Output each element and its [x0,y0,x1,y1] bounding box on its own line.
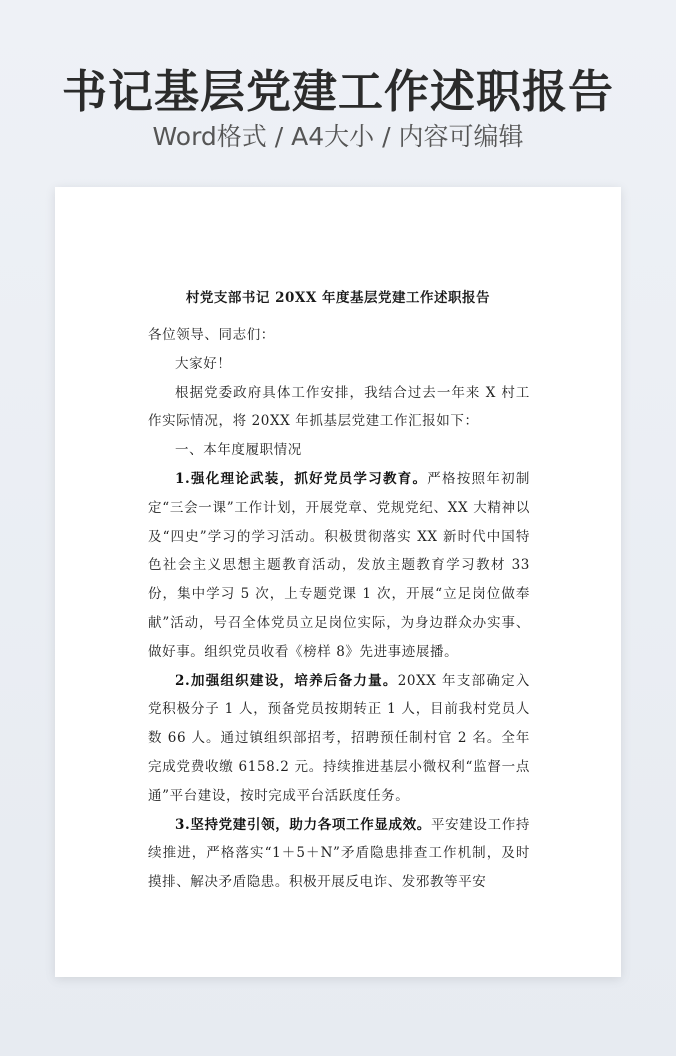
greeting: 大家好！ [175,355,232,372]
document-title: 村党支部书记 20XX 年度基层党建工作述职报告 [185,290,491,306]
item-2-text: 20XX 年支部确定入党积极分子 1 人，预备党员按期转正 1 人，目前我村党员人数 66 人。通过镇组织部招考，招聘预任制村官 2 名。全年完成党费收缴 6158.2 元。持续推进基层小微权利“监督一点通”平台建设，按时完成平台活跃度任务。 [148,672,530,804]
item-1-lead: 1.强化理论武装，抓好党员学习教育。 [175,470,428,487]
item-1-paragraph [148,465,530,667]
document-body [148,321,530,897]
item-3-text: 平安建设工作持续推进，严格落实“1＋5＋N”矛盾隐患排查工作机制，及时摸排、解决矛盾隐患。积极开展反电诈、发邪教等平安 [148,816,530,891]
item-2-lead: 2.加强组织建设，培养后备力量。 [175,672,398,689]
item-1-text: 严格按照年初制定“三会一课”工作计划，开展党章、党规党纪、XX 大精神以及“四史”学习的学习活动。积极贯彻落实 XX 新时代中国特色社会主义思想主题教育活动，发放主题教育学习教材 33 份，集中学习 5 次，上专题党课 1 次，开展“立足岗位做奉献”活动，号召全体党员立足岗位实际，为身边群众办实事、做好事。组织党员收看《榜样 8》先进事迹展播。 [148,470,530,660]
section-heading: 一、本年度履职情况 [175,442,302,459]
item-2-paragraph [148,667,530,811]
document-page [55,187,621,977]
item-3-paragraph [148,811,530,897]
hero-subtitle: Word格式 / A4大小 / 内容可编辑 [152,122,524,151]
salutation: 各位领导、同志们： [148,327,275,343]
hero-title: 书记基层党建工作述职报告 [61,65,614,118]
item-3-lead: 3.坚持党建引领，助力各项工作显成效。 [175,816,431,833]
intro-paragraph: 根据党委政府具体工作安排，我结合过去一年来 X 村工作实际情况，将 20XX 年抓基层党建工作汇报如下： [148,384,530,430]
